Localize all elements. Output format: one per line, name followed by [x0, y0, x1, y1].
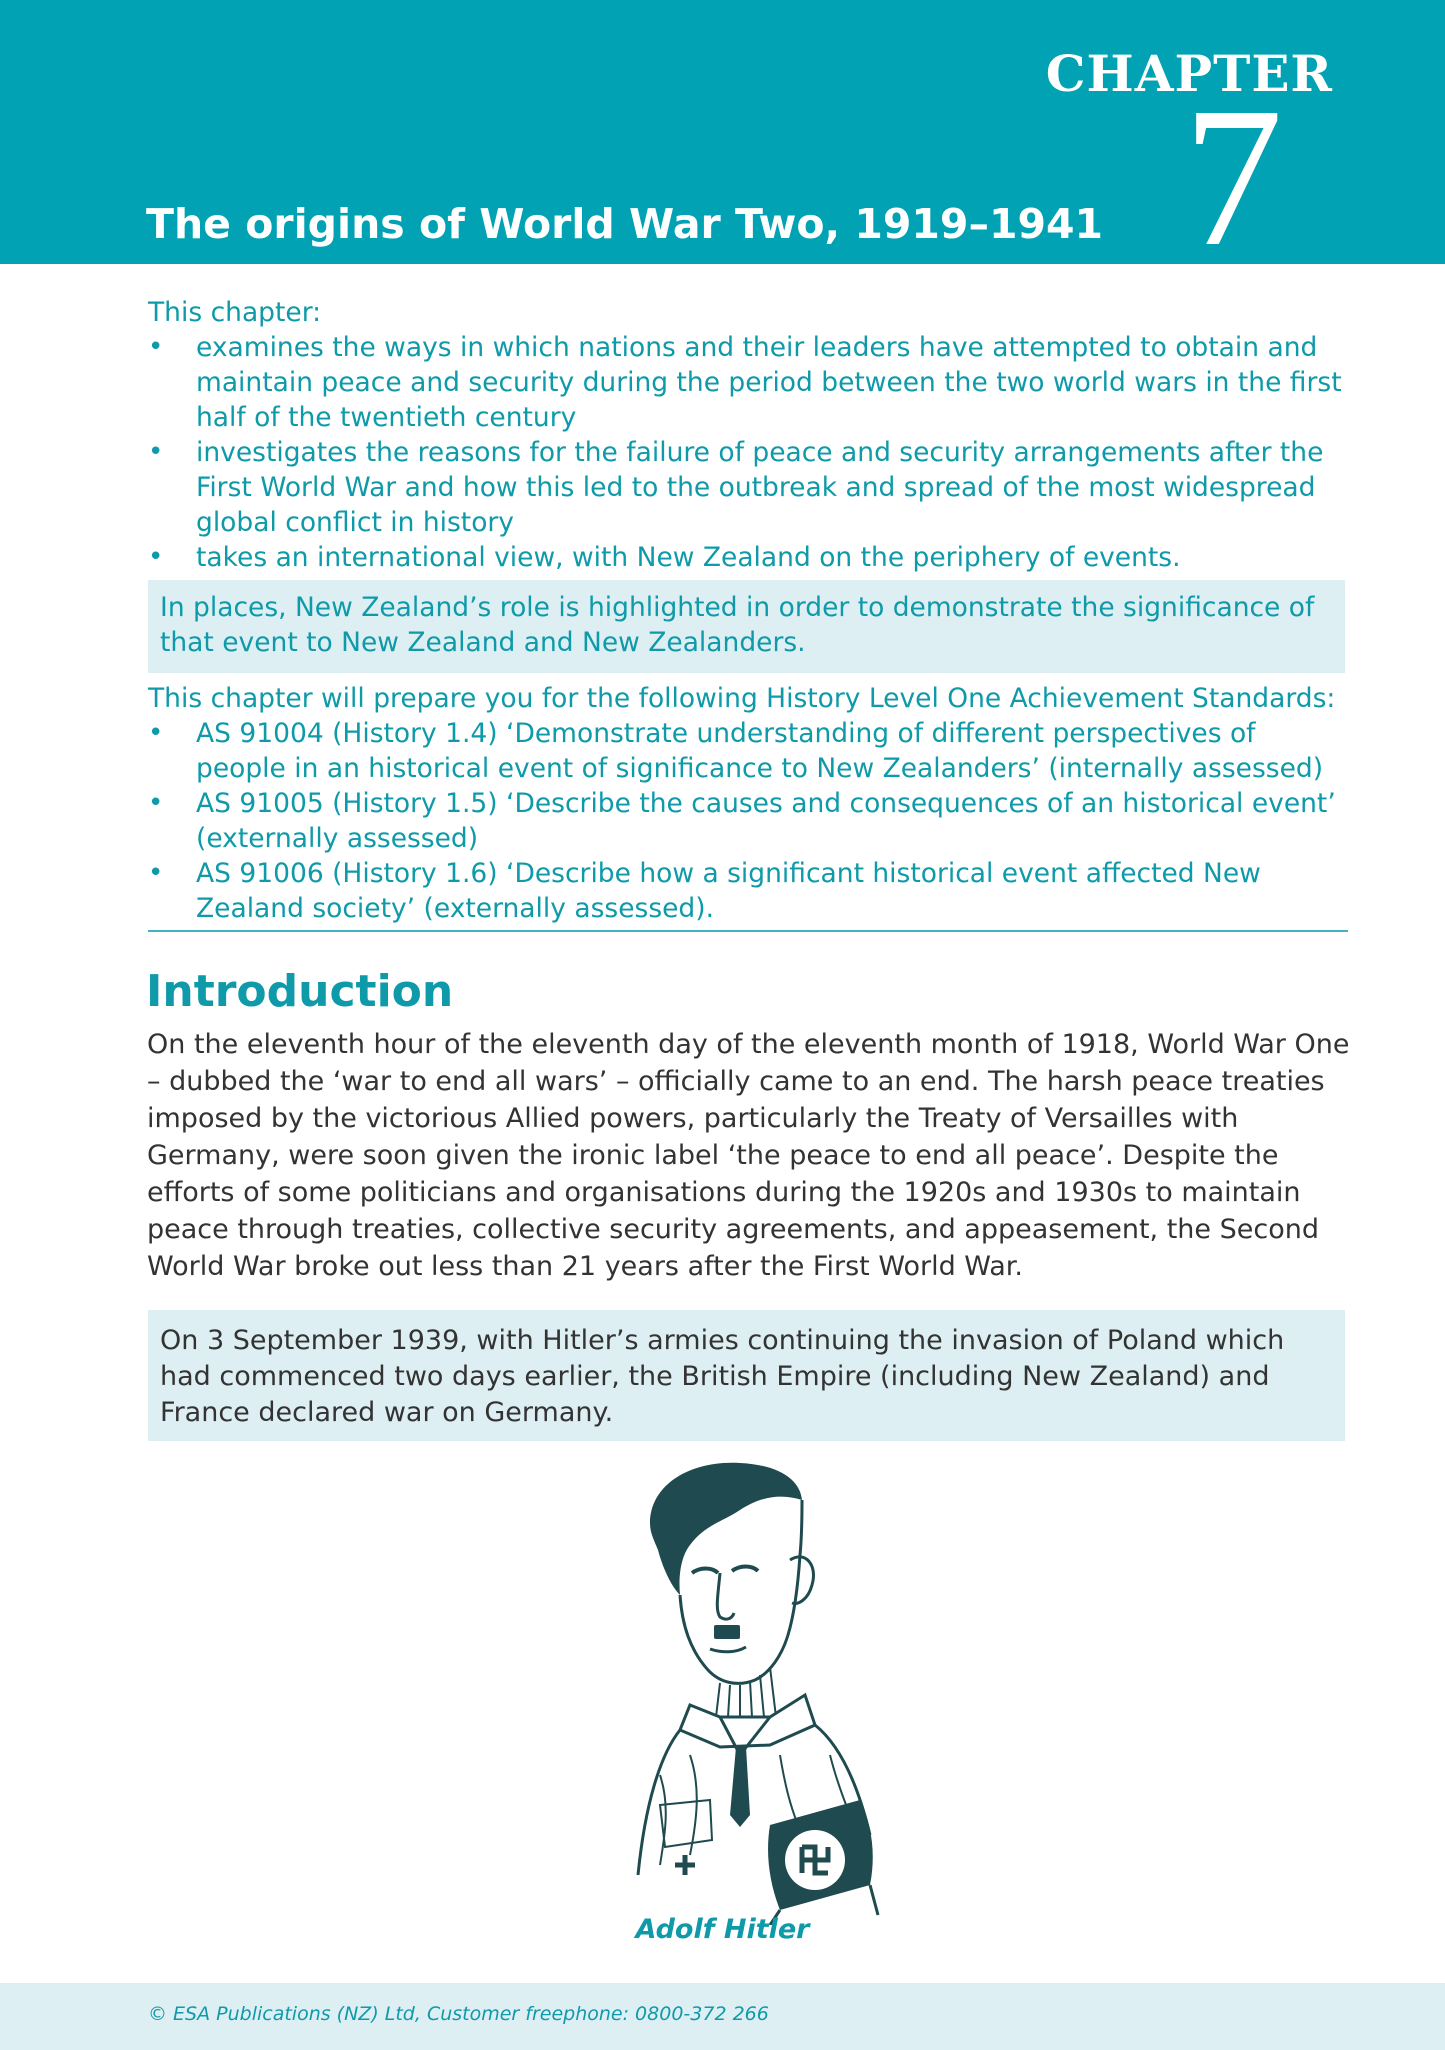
collar-shape [680, 1695, 815, 1747]
chapter-header-band [0, 0, 1445, 288]
shirt-pocket [660, 1800, 712, 1847]
chapter-label: CHAPTER [1045, 44, 1333, 103]
moustache-shape [714, 1625, 740, 1639]
list-item: • examines the ways in which nations and their leaders have attempted to obtain and maintain peace and security during the period between the two world wars in the first half of the twentieth century [148, 330, 1345, 435]
eye-right [732, 1567, 758, 1572]
chapter-overview [148, 295, 1345, 575]
list-item: • AS 91005 (History 1.5) ‘Describe the causes and consequences of an historical event’ (externally assessed) [148, 786, 1345, 856]
medal-cross-icon [675, 1855, 695, 1875]
standards-list [148, 716, 1345, 926]
chapter-number: 7 [1183, 67, 1283, 288]
introduction-heading: Introduction [146, 966, 454, 1017]
nose-line [717, 1573, 734, 1619]
footer-copyright: © ESA Publications (NZ) Ltd, Customer freephone: 0800-372 266 [148, 2003, 769, 2025]
nz-role-highlight-box: In places, New Zealand’s role is highlighted in order to demonstrate the significance of that event to New Zealand and New Zealanders. [148, 580, 1345, 673]
standards-lead: This chapter will prepare you for the following History Level One Achievement Standards: [148, 683, 1336, 714]
eye-left [692, 1569, 718, 1574]
tie-shape [730, 1747, 750, 1827]
list-item: • AS 91006 (History 1.6) ‘Describe how a significant historical event affected New Zealand society’ (externally assessed). [148, 856, 1345, 926]
figure-caption: Adolf Hitler [635, 1914, 810, 1945]
overview-lead: This chapter: [148, 297, 322, 328]
list-item: • investigates the reasons for the failure of peace and security arrangements after the First World War and how this led to the outbreak and spread of the most widespread global conflict in history [148, 435, 1345, 540]
achievement-standards [148, 681, 1345, 926]
section-divider [148, 930, 1348, 932]
ear-shape [790, 1557, 813, 1604]
list-item: • AS 91004 (History 1.4) ‘Demonstrate understanding of different perspectives of people in an historical event of significance to New Zealanders’ (internally assessed) [148, 716, 1345, 786]
hair-shape [650, 1463, 802, 1595]
chapter-title: The origins of World War Two, 1919–1941 [146, 200, 1104, 248]
neck-shading [716, 1667, 776, 1717]
overview-bullet-list [148, 330, 1345, 575]
list-item: • takes an international view, with New Zealand on the periphery of events. [148, 540, 1345, 575]
war-declaration-highlight-box: On 3 September 1939, with Hitler’s armies continuing the invasion of Poland which had commenced two days earlier, the British Empire (including New Zealand) and France declared war on Germany. [148, 1310, 1345, 1441]
mouth-line [710, 1647, 746, 1652]
introduction-paragraph: On the eleventh hour of the eleventh day of the eleventh month of 1918, World War One – dubbed the ‘war to end all wars’ – officially came to an end. The harsh peace treaties imposed by the victorious Allied powers, particularly the Treaty of Versailles with Germany, were soon given the ironic label ‘the peace to end all peace’. Despite the efforts of some politicians and organisations during the 1920s and 1930s to maintain peace through treaties, collective security agreements, and appeasement, the Second World War broke out less than 21 years after the First World War. [147, 1029, 1350, 1282]
hitler-portrait-illustration [620, 1455, 880, 1925]
